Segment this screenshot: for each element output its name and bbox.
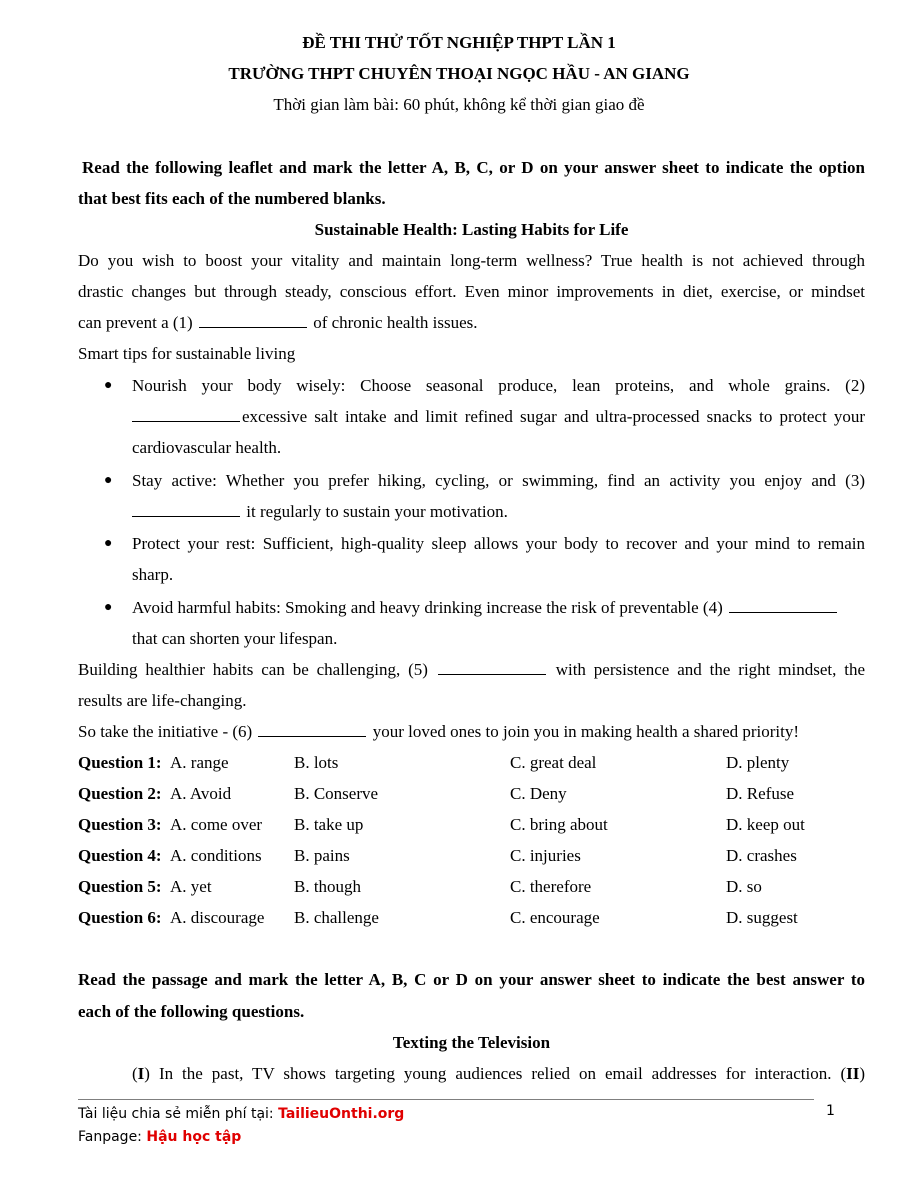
footer-divider [78, 1099, 814, 1100]
option-a: A. range [170, 753, 229, 772]
option-b: B. though [294, 877, 362, 896]
section2-instruction-line1: Read the passage and mark the letter A, B, C or D on your answer sheet to indicate the best answer to [78, 970, 865, 989]
passage-marker-close: ) [144, 1064, 150, 1083]
option-b: B. take up [294, 815, 364, 834]
footer-share-link[interactable]: TailieuOnthi.org [278, 1106, 405, 1122]
option-b: B. challenge [294, 908, 379, 927]
question-row [78, 784, 865, 806]
paragraph1-line3 [78, 313, 865, 333]
paragraph1-line3-start: can prevent a (1) [78, 313, 193, 332]
tips-heading: Smart tips for sustainable living [78, 344, 296, 363]
question-label: Question 1: [78, 753, 162, 772]
blank-6 [258, 722, 366, 737]
paragraph2-line1 [78, 660, 865, 680]
bullet4-line1 [132, 598, 865, 618]
passage-title: Texting the Television [392, 1033, 551, 1052]
paragraph3-start: So take the initiative - (6) [78, 722, 253, 741]
question-row [78, 815, 865, 837]
footer-share [78, 1105, 404, 1123]
question-label: Question 3: [78, 815, 162, 834]
bullet2-line1: Stay active: Whether you prefer hiking, cycling, or swimming, find an activity you enjoy and (3) [132, 471, 865, 490]
passage-text-1: In the past, TV shows targeting young audiences relied on email addresses for interaction. [158, 1064, 832, 1083]
school-name: TRƯỜNG THPT CHUYÊN THOẠI NGỌC HẦU - AN GIANG [228, 64, 690, 83]
section1-instruction-line1: Read the following leaflet and mark the letter A, B, C, or D on your answer sheet to indicate the option [82, 158, 865, 177]
option-a: A. conditions [170, 846, 262, 865]
option-c: C. Deny [510, 784, 567, 803]
option-c: C. therefore [510, 877, 592, 896]
blank-1 [199, 313, 307, 328]
paragraph1-line3-end: of chronic health issues. [313, 313, 478, 332]
option-c: C. injuries [510, 846, 581, 865]
question-label: Question 2: [78, 784, 162, 803]
question-label: Question 5: [78, 877, 162, 896]
paragraph3 [78, 722, 865, 742]
option-c: C. great deal [510, 753, 597, 772]
paragraph1-line2: drastic changes but through steady, conscious effort. Even minor improvements in diet, exercise, or mindset [78, 282, 865, 301]
option-c: C. bring about [510, 815, 608, 834]
option-a: A. come over [170, 815, 263, 834]
paragraph3-end: your loved ones to join you in making health a shared priority! [372, 722, 800, 741]
bullet1-line1: Nourish your body wisely: Choose seasonal produce, lean proteins, and whole grains. (2) [132, 376, 865, 395]
blank-5 [438, 660, 546, 675]
bullet-icon: ● [104, 536, 113, 551]
bullet3-line1: Protect your rest: Sufficient, high-quality sleep allows your body to recover and your mind to remain [132, 534, 865, 553]
blank-3 [132, 502, 240, 517]
footer-fanpage [78, 1128, 241, 1146]
section1-instruction-line2: that best fits each of the numbered blanks. [78, 189, 386, 208]
option-d: D. Refuse [726, 784, 794, 803]
exam-title: ĐỀ THI THỬ TỐT NGHIỆP THPT LẦN 1 [302, 33, 616, 52]
option-d: D. crashes [726, 846, 797, 865]
bullet1-line3: cardiovascular health. [132, 438, 282, 457]
bullet2-line2-text: it regularly to sustain your motivation. [246, 502, 508, 521]
passage-line1 [132, 1064, 865, 1084]
bullet4-line2: that can shorten your lifespan. [132, 629, 338, 648]
blank-4 [729, 598, 837, 613]
footer-fanpage-label: Fanpage: [78, 1129, 142, 1145]
option-d: D. so [726, 877, 762, 896]
section2-instruction-line2: each of the following questions. [78, 1002, 305, 1021]
option-a: A. Avoid [170, 784, 232, 803]
blank-2 [132, 407, 240, 422]
page-number: 1 [826, 1103, 835, 1119]
question-label: Question 4: [78, 846, 162, 865]
passage-marker-open: ( [132, 1064, 138, 1083]
question-row [78, 877, 865, 899]
bullet-icon: ● [104, 600, 113, 615]
exam-duration: Thời gian làm bài: 60 phút, không kể thời gian giao đề [273, 95, 645, 114]
leaflet-title: Sustainable Health: Lasting Habits for Life [314, 220, 629, 239]
paragraph2-line1-end: with persistence and the right mindset, the [555, 660, 866, 679]
option-d: D. plenty [726, 753, 790, 772]
paragraph2-line1-start: Building healthier habits can be challenging, (5) [78, 660, 428, 679]
option-a: A. yet [170, 877, 212, 896]
bullet-icon: ● [104, 378, 113, 393]
question-row [78, 908, 865, 930]
bullet4-line1-text: Avoid harmful habits: Smoking and heavy drinking increase the risk of preventable (4) [132, 598, 723, 617]
passage-marker-1: I [137, 1064, 145, 1083]
bullet-icon: ● [104, 473, 113, 488]
question-row [78, 753, 865, 775]
footer-share-label: Tài liệu chia sẻ miễn phí tại: [78, 1106, 274, 1122]
option-b: B. lots [294, 753, 339, 772]
option-c: C. encourage [510, 908, 600, 927]
footer-fanpage-link[interactable]: Hậu học tập [146, 1129, 242, 1145]
paragraph1-line1: Do you wish to boost your vitality and maintain long-term wellness? True health is not achieved through [78, 251, 865, 270]
passage-marker-close: ) [859, 1064, 866, 1083]
paragraph2-line2: results are life-changing. [78, 691, 247, 710]
option-d: D. suggest [726, 908, 798, 927]
bullet1-line2 [132, 407, 865, 427]
question-row [78, 846, 865, 868]
bullet1-line2-text: excessive salt intake and limit refined sugar and ultra-processed snacks to protect your [242, 407, 865, 426]
option-d: D. keep out [726, 815, 805, 834]
option-b: B. Conserve [294, 784, 379, 803]
option-a: A. discourage [170, 908, 265, 927]
bullet2-line2 [132, 502, 865, 522]
question-label: Question 6: [78, 908, 162, 927]
bullet3-line2: sharp. [132, 565, 174, 584]
option-b: B. pains [294, 846, 350, 865]
passage-marker-2: II [846, 1064, 860, 1083]
passage-marker-open: ( [840, 1064, 847, 1083]
